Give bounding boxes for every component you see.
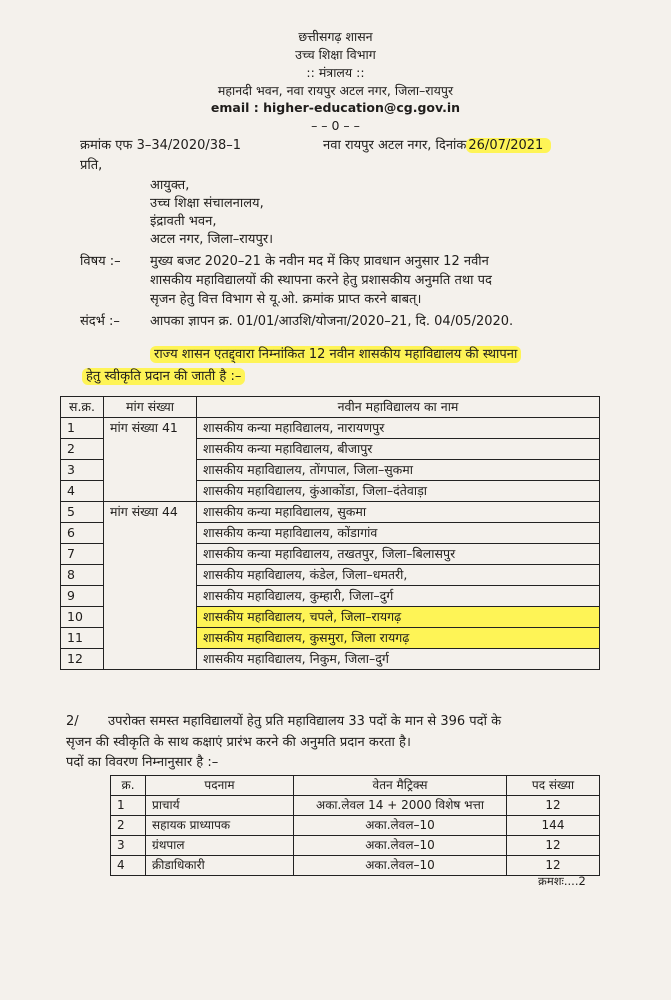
subject-line-3: सृजन हेतु वित्त विभाग से यू.ओ. क्रमांक प्राप्त करने बाबत्। [150, 292, 422, 307]
post-name: सहायक प्राध्यापक [146, 816, 294, 836]
recipient-line-2: उच्च शिक्षा संचालनालय, [150, 196, 264, 211]
letter-date: 26/07/2021 [466, 138, 551, 153]
table-row [111, 856, 600, 876]
table-row [61, 418, 600, 439]
prati: प्रति, [80, 158, 103, 173]
row-number: 7 [61, 544, 104, 565]
college-name: शासकीय महाविद्यालय, तोंगपाल, जिला–सुकमा [197, 460, 600, 481]
col-header-name: नवीन महाविद्यालय का नाम [197, 397, 600, 418]
para2-line-2: सृजन की स्वीकृति के साथ कक्षाएं प्रारंभ करने की अनुमति प्रदान करता है। [66, 735, 411, 750]
post-count: 144 [507, 816, 600, 836]
reference-label: संदर्भ :– [80, 314, 120, 329]
recipient-line-3: इंद्रावती भवन, [150, 214, 217, 229]
demand-group-44: मांग संख्या 44 [104, 502, 197, 670]
post-name: क्रीडाधिकारी [146, 856, 294, 876]
post-count: 12 [507, 856, 600, 876]
header-address: महानदी भवन, नवा रायपुर अटल नगर, जिला–रायपुर [217, 83, 454, 98]
header-mantralaya: :: मंत्रालय :: [306, 65, 365, 80]
post-sno: 3 [111, 836, 146, 856]
table-row [111, 816, 600, 836]
post-count: 12 [507, 836, 600, 856]
row-number: 8 [61, 565, 104, 586]
col-header-sno: स.क्र. [61, 397, 104, 418]
college-name: शासकीय कन्या महाविद्यालय, नारायणपुर [197, 418, 600, 439]
continued-marker: क्रमशः....2 [538, 874, 586, 888]
post-sno: 2 [111, 816, 146, 836]
row-number: 3 [61, 460, 104, 481]
posts-header-post: पदनाम [146, 776, 294, 796]
post-pay: अका.लेवल–10 [294, 816, 507, 836]
college-name: शासकीय महाविद्यालय, कुंआकोंडा, जिला–दंतेवाड़ा [197, 481, 600, 502]
post-pay: अका.लेवल–10 [294, 836, 507, 856]
recipient-line-4: अटल नगर, जिला–रायपुर। [150, 232, 274, 247]
row-number: 11 [61, 628, 104, 649]
header-separator: – – 0 – – [311, 118, 360, 133]
letter-number: क्रमांक एफ 3–34/2020/38–1 [80, 138, 242, 153]
row-number: 6 [61, 523, 104, 544]
intro-line-2 [82, 366, 245, 384]
college-name: शासकीय महाविद्यालय, निकुम, जिला–दुर्ग [197, 649, 600, 670]
table-row [61, 502, 600, 523]
colleges-table [60, 396, 600, 670]
reference-text: आपका ज्ञापन क्र. 01/01/आउशि/योजना/2020–21, दि. 04/05/2020. [150, 314, 514, 329]
posts-table-header [111, 776, 600, 796]
college-name: शासकीय कन्या महाविद्यालय, सुकमा [197, 502, 600, 523]
college-name: शासकीय कन्या महाविद्यालय, कोंडागांव [197, 523, 600, 544]
post-name: ग्रंथपाल [146, 836, 294, 856]
col-header-demand: मांग संख्या [104, 397, 197, 418]
row-number: 2 [61, 439, 104, 460]
row-number: 10 [61, 607, 104, 628]
intro-line-1-text: राज्य शासन एतद्द्वारा निम्नांकित 12 नवीन शासकीय महाविद्यालय की स्थापना [150, 346, 521, 363]
college-name: शासकीय महाविद्यालय, कुम्हारी, जिला–दुर्ग [197, 586, 600, 607]
row-number: 9 [61, 586, 104, 607]
college-name: शासकीय महाविद्यालय, कंडेल, जिला–धमतरी, [197, 565, 600, 586]
row-number: 4 [61, 481, 104, 502]
subject-line-1: मुख्य बजट 2020–21 के नवीन मद में किए प्रावधान अनुसार 12 नवीन [150, 254, 489, 269]
colleges-table-header [61, 397, 600, 418]
post-sno: 1 [111, 796, 146, 816]
para2-line-3: पदों का विवरण निम्नानुसार है :– [66, 755, 219, 770]
posts-header-sno: क्र. [111, 776, 146, 796]
demand-group-41: मांग संख्या 41 [104, 418, 197, 502]
post-pay: अका.लेवल 14 + 2000 विशेष भत्ता [294, 796, 507, 816]
post-pay: अका.लेवल–10 [294, 856, 507, 876]
subject-line-2: शासकीय महाविद्यालयों की स्थापना करने हेतु प्रशासकीय अनुमति तथा पद [150, 273, 492, 288]
post-count: 12 [507, 796, 600, 816]
header-email: email : higher-education@cg.gov.in [210, 100, 461, 115]
posts-header-count: पद संख्या [507, 776, 600, 796]
row-number: 1 [61, 418, 104, 439]
header-govt: छत्तीसगढ़ शासन [298, 29, 373, 44]
college-name-highlighted: शासकीय महाविद्यालय, चपले, जिला–रायगढ़ [197, 607, 600, 628]
subject-label: विषय :– [80, 254, 121, 269]
place-date-prefix: नवा रायपुर अटल नगर, दिनांक [323, 138, 467, 153]
intro-line-2-text: हेतु स्वीकृति प्रदान की जाती है :– [82, 368, 245, 385]
para2-number: 2/ [66, 714, 79, 729]
table-row [111, 836, 600, 856]
header-dept: उच्च शिक्षा विभाग [295, 47, 376, 62]
para2-line-1: उपरोक्त समस्त महाविद्यालयों हेतु प्रति महाविद्यालय 33 पदों के मान से 396 पदों के [108, 714, 502, 729]
college-name-highlighted: शासकीय महाविद्यालय, कुसमुरा, जिला रायगढ़ [197, 628, 600, 649]
college-name: शासकीय कन्या महाविद्यालय, बीजापुर [197, 439, 600, 460]
posts-table [110, 775, 600, 876]
row-number: 5 [61, 502, 104, 523]
recipient-line-1: आयुक्त, [150, 178, 190, 193]
post-name: प्राचार्य [146, 796, 294, 816]
post-sno: 4 [111, 856, 146, 876]
place-date [323, 135, 551, 153]
table-row [111, 796, 600, 816]
college-name: शासकीय कन्या महाविद्यालय, तखतपुर, जिला–बिलासपुर [197, 544, 600, 565]
intro-line-1 [150, 344, 521, 362]
posts-header-pay: वेतन मैट्रिक्स [294, 776, 507, 796]
row-number: 12 [61, 649, 104, 670]
